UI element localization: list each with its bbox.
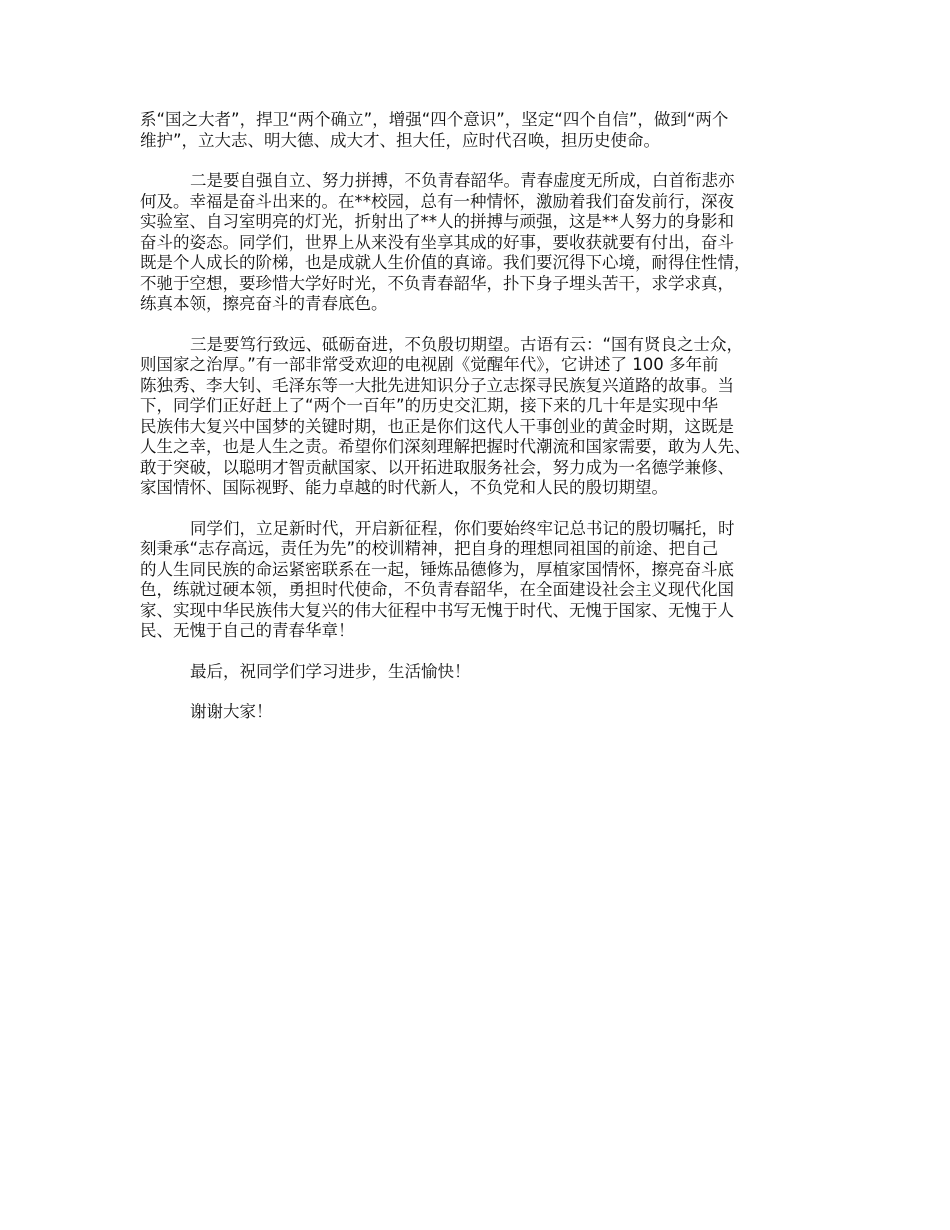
paragraph-third-point: [140, 335, 830, 499]
text-line: 维护”，立大志、明大德、成大才、担大任，应时代召唤，担历史使命。: [140, 130, 661, 150]
text-line: 奋斗的姿态。同学们，世界上从来没有坐享其成的好事，要收获就要有付出，奋斗: [140, 232, 734, 252]
text-line: 陈独秀、李大钊、毛泽东等一大批先进知识分子立志探寻民族复兴道路的故事。当: [140, 375, 734, 395]
text-line: 练真本领，擦亮奋斗的青春底色。: [140, 294, 388, 313]
text-line: 系“国之大者”，捍卫“两个确立”，增强“四个意识”，坚定“四个自信”，做到“两个: [140, 110, 729, 129]
text-line: 民、无愧于自己的青春华章！: [140, 621, 355, 640]
text-line: 家国情怀、国际视野、能力卓越的时代新人，不负党和人民的殷切期望。: [140, 478, 668, 497]
paragraph-closing-wish: [140, 662, 830, 683]
text-line: 实验室、自习室明亮的灯光，折射出了**人的拼搏与顽强，这是**人努力的身影和: [140, 212, 734, 231]
text-line: 二是要自强自立、努力拼搏，不负青春韶华。青春虚度无所成，白首衔悲亦: [190, 171, 735, 190]
text-line: 家、实现中华民族伟大复兴的伟大征程中书写无愧于时代、无愧于国家、无愧于人: [140, 600, 734, 620]
document-body: [140, 110, 830, 743]
paragraph-call-to-action: [140, 519, 830, 642]
text-line: 最后，祝同学们学习进步，生活愉快！: [190, 661, 471, 681]
text-line: 既是个人成长的阶梯，也是成就人生价值的真谛。我们要沉得下心境，耐得住性情，: [140, 253, 751, 272]
text-line: 同学们，立足新时代，开启新征程，你们要始终牢记总书记的殷切嘱托，时: [190, 518, 735, 538]
text-line: 刻秉承“志存高远，责任为先”的校训精神，把自身的理想同祖国的前途、把自己: [140, 539, 719, 558]
text-line: 的人生同民族的命运紧密联系在一起，锤炼品德修为，厚植家国情怀，擦亮奋斗底: [140, 559, 734, 579]
text-line: 人生之幸，也是人生之责。希望你们深刻理解把握时代潮流和国家需要，敢为人先、: [140, 437, 751, 456]
text-line: 色，练就过硬本领，勇担时代使命，不负青春韶华，在全面建设社会主义现代化国: [140, 580, 734, 599]
text-line: 敢于突破，以聪明才智贡献国家、以开拓进取服务社会，努力成为一名德学兼修、: [140, 457, 734, 477]
paragraph-thanks: [140, 702, 830, 723]
text-line: 何及。幸福是奋斗出来的。在**校园，总有一种情怀，激励着我们奋发前行，深夜: [140, 191, 734, 211]
text-line: 民族伟大复兴中国梦的关键时期，也正是你们这代人干事创业的黄金时期，这既是: [140, 416, 734, 436]
text-line: 不驰于空想，要珍惜大学好时光，不负青春韶华，扑下身子埋头苦干，求学求真，: [140, 273, 734, 293]
text-line: 下，同学们正好赶上了“两个一百年”的历史交汇期，接下来的几十年是实现中华: [140, 396, 719, 415]
text-line: 三是要笃行致远、砥砺奋进，不负殷切期望。古语有云：“国有贤良之士众，: [190, 334, 744, 354]
text-line: 谢谢大家！: [190, 702, 273, 721]
paragraph-continuation: [140, 110, 830, 151]
paragraph-second-point: [140, 171, 830, 315]
text-line: 则国家之治厚。”有一部非常受欢迎的电视剧《觉醒年代》，它讲述了 100 多年前: [140, 355, 719, 374]
